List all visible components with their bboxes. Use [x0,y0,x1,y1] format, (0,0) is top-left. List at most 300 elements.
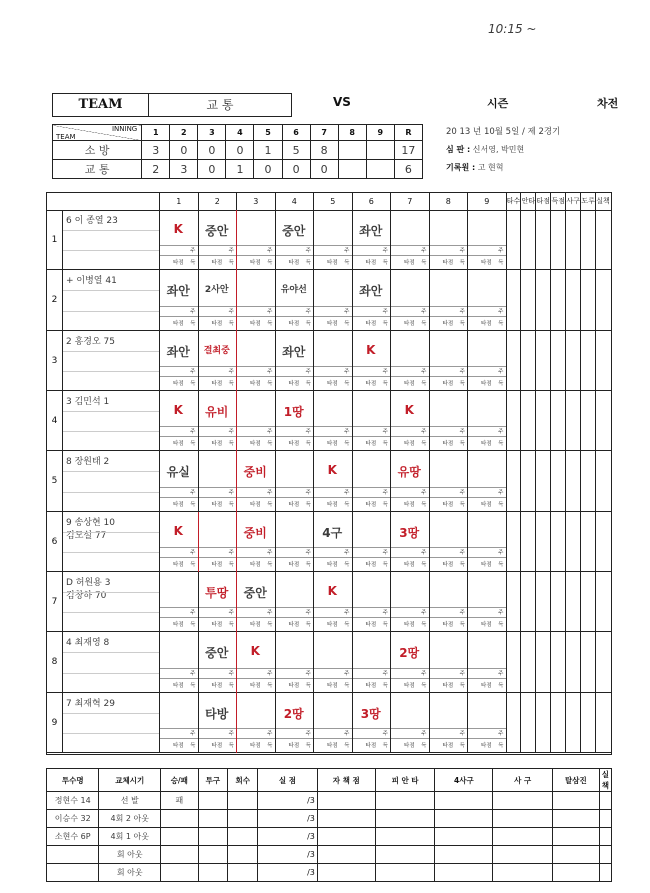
scoresheet-grid [46,192,612,755]
run-label: 주 [267,730,273,737]
pitching-cell [317,792,375,810]
extra-label: 득 [305,561,311,568]
extra-label: 득 [459,441,465,448]
name-line [63,673,159,674]
stat-cell [535,572,550,631]
at-bat-cell [198,210,237,269]
stat-cell [506,632,521,691]
at-bat-cell [236,572,275,631]
inning-change-line [236,210,237,753]
extra-label: 득 [267,380,273,387]
extra-label: 득 [305,320,311,327]
cell-rbi-row [276,436,314,450]
run-label: 주 [228,429,234,436]
cell-rbi-row [314,376,352,390]
stat-cell [506,331,521,390]
pitching-cell [375,864,435,882]
extra-label: 득 [459,742,465,749]
run-label: 주 [228,670,234,677]
run-label: 주 [228,368,234,375]
extra-label: 득 [228,380,234,387]
at-bat-cell [352,391,391,450]
rbi-label: 타점 [365,742,377,749]
cell-rbi-row [468,316,506,330]
at-bat-cell [390,331,429,390]
name-line [63,351,159,352]
play-mark: 3땅 [399,525,420,540]
at-bat-cell [236,632,275,691]
play-mark: 유야선 [280,285,307,296]
run-label: 주 [305,308,311,315]
at-bat-cell [390,270,429,329]
at-bat-cell [390,632,429,691]
at-bat-cell [352,632,391,691]
rbi-label: 타점 [288,742,300,749]
at-bat-cell [236,451,275,510]
pitcher-row [47,846,612,864]
run-label: 주 [421,730,427,737]
rbi-label: 타점 [288,441,300,448]
inning-score: 2 [142,160,170,179]
pitching-cell [553,828,600,846]
extra-label: 득 [498,320,504,327]
pitcher-row [47,864,612,882]
pitcher-timing: 회 아웃 [99,846,161,864]
rbi-label: 타점 [173,622,184,629]
extra-label: 득 [382,742,388,749]
rbi-label: 타점 [173,441,184,448]
stat-cell [550,632,565,691]
at-bat-cell [313,572,352,631]
run-label: 주 [498,549,504,556]
inning-score: 8 [310,141,338,160]
rbi-label: 타점 [365,380,377,387]
cell-rbi-row [237,376,275,390]
grid-inning-header: 2 [198,193,237,210]
cell-rbi-row [391,316,429,330]
score-team-name: 교 통 [53,160,142,179]
rbi-label: 타점 [404,682,415,689]
play-mark: 좌안 [166,344,190,359]
name-line [63,652,159,653]
stat-cell [520,391,535,450]
cell-rbi-row [353,738,391,752]
extra-label: 득 [421,742,427,749]
inning-score: 0 [282,160,310,179]
cell-rbi-row [276,738,314,752]
stat-cell [506,512,521,571]
play-mark: 유비 [205,405,229,420]
pitching-cell [553,846,600,864]
batting-order: 6 [47,512,63,571]
rbi-label: 타점 [481,561,492,568]
cell-rbi-row [468,255,506,269]
stat-cell [520,270,535,329]
pitcher-runs: /3 [258,864,318,882]
stat-cell [550,331,565,390]
cell-rbi-row [353,617,391,631]
cell-rbi-row [237,557,275,571]
extra-label: 득 [305,742,311,749]
run-label: 주 [267,610,273,617]
at-bat-cell [236,331,275,390]
extra-label: 득 [344,380,350,387]
cell-rbi-row [160,316,198,330]
at-bat-cell [390,451,429,510]
extra-label: 득 [190,501,196,508]
rbi-label: 타점 [442,501,454,508]
name-line [63,713,159,714]
at-bat-cell [198,572,237,631]
extra-label: 득 [344,682,350,689]
rbi-label: 타점 [173,380,184,387]
pitching-cell [599,828,611,846]
recorder-name: 고 현혁 [477,163,504,172]
run-label: 주 [459,368,465,375]
run-label: 주 [344,248,350,255]
at-bat-cell [390,572,429,631]
extra-label: 득 [267,742,273,749]
play-mark: 2사안 [204,285,229,296]
pitcher-timing: 선 발 [99,792,161,810]
cell-rbi-row [391,376,429,390]
cell-rbi-row [160,436,198,450]
cell-rbi-row [199,678,237,692]
extra-label: 득 [382,320,388,327]
game-info [446,122,612,184]
cell-rbi-row [199,255,237,269]
stat-cell [535,632,550,691]
cell-rbi-row [276,255,314,269]
extra-label: 득 [498,622,504,629]
extra-label: 득 [190,441,196,448]
pitcher-row [47,792,612,810]
at-bat-cell [198,693,237,752]
run-label: 주 [228,610,234,617]
stat-cell [565,270,580,329]
extra-label: 득 [382,561,388,568]
pitching-header: 실 점 [258,769,318,792]
extra-label: 득 [190,380,196,387]
run-label: 주 [228,248,234,255]
at-bat-cell [275,512,314,571]
inning-score: 1 [254,141,282,160]
extra-label: 득 [190,742,196,749]
play-mark: K [173,222,183,237]
grid-inning-header: 6 [352,193,391,210]
at-bat-cell [429,632,468,691]
at-bat-cell [313,270,352,329]
rbi-label: 타점 [327,501,338,508]
stat-cell [595,572,610,631]
rbi-label: 타점 [327,441,338,448]
name-line [63,532,159,533]
cell-rbi-row [391,678,429,692]
at-bat-cell [429,693,468,752]
cell-rbi-row [353,497,391,511]
cell-rbi-row [430,255,468,269]
extra-label: 득 [228,441,234,448]
batter-name: D 허원용 3 김창하 70 [66,578,111,601]
inning-header-3: 3 [198,125,226,141]
extra-label: 득 [459,682,465,689]
pitching-cell [228,846,258,864]
pitching-header: 회수 [228,769,258,792]
pitcher-runs: /3 [258,828,318,846]
name-line [63,431,159,432]
at-bat-cell [313,391,352,450]
inning-header-7: 7 [310,125,338,141]
at-bat-cell [198,451,237,510]
pitching-header: 투수명 [47,769,99,792]
batting-order: 1 [47,210,63,269]
at-bat-cell [159,270,198,329]
rbi-label: 타점 [365,622,377,629]
name-line [63,471,159,472]
pitching-cell [435,810,493,828]
extra-label: 득 [267,622,273,629]
cell-rbi-row [237,678,275,692]
at-bat-cell [390,512,429,571]
cell-rbi-row [237,255,275,269]
run-label: 주 [344,429,350,436]
stat-cell [520,512,535,571]
inning-score: 5 [282,141,310,160]
run-label: 주 [344,670,350,677]
play-mark: 중비 [243,465,267,480]
team-label: TEAM [53,94,149,116]
rbi-label: 타점 [481,742,492,749]
extra-label: 득 [498,682,504,689]
pitching-header: 투구 [198,769,228,792]
cell-rbi-row [160,376,198,390]
play-mark: 타방 [205,706,229,721]
extra-label: 득 [305,260,311,267]
at-bat-cell [352,210,391,269]
at-bat-cell [159,632,198,691]
run-label: 주 [459,429,465,436]
at-bat-cell [352,451,391,510]
cell-rbi-row [391,436,429,450]
batter-row [47,572,611,632]
rbi-label: 타점 [211,260,223,267]
extra-label: 득 [498,501,504,508]
run-label: 주 [344,489,350,496]
inning-header-1: 1 [142,125,170,141]
extra-label: 득 [421,441,427,448]
cell-rbi-row [160,255,198,269]
name-line [63,612,159,613]
rbi-label: 타점 [327,561,338,568]
rbi-label: 타점 [173,561,184,568]
stat-cell [520,210,535,269]
pitching-cell [317,846,375,864]
at-bat-cell [429,270,468,329]
at-bat-cell [198,512,237,571]
at-bat-cell [159,210,198,269]
grid-inning-header: 3 [236,193,275,210]
name-line [63,733,159,734]
name-line [63,230,159,231]
stat-cell [535,693,550,752]
extra-label: 득 [459,320,465,327]
pitching-cell [599,846,611,864]
run-label: 주 [190,248,196,255]
cell-rbi-row [430,738,468,752]
stat-cell [565,391,580,450]
extra-label: 득 [305,380,311,387]
rbi-label: 타점 [404,501,415,508]
cell-rbi-row [237,738,275,752]
rbi-label: 타점 [481,441,492,448]
grid-inning-header: 8 [429,193,468,210]
at-bat-cell [313,331,352,390]
stat-cell [580,572,595,631]
rbi-label: 타점 [365,260,377,267]
stat-cell [565,572,580,631]
batting-order: 4 [47,391,63,450]
extra-label: 득 [267,561,273,568]
play-mark: K [173,403,183,418]
pitching-header: 피 안 타 [375,769,435,792]
run-label: 주 [498,308,504,315]
pitching-cell [198,792,228,810]
play-mark: K [327,463,337,478]
extra-label: 득 [267,320,273,327]
cell-rbi-row [430,436,468,450]
cell-rbi-row [468,376,506,390]
at-bat-cell [467,572,506,631]
run-label: 주 [267,368,273,375]
cell-rbi-row [468,678,506,692]
extra-label: 득 [228,501,234,508]
extra-label: 득 [228,622,234,629]
at-bat-cell [429,391,468,450]
at-bat-cell [429,572,468,631]
pitching-cell [493,792,553,810]
cell-rbi-row [314,436,352,450]
cell-rbi-row [237,436,275,450]
at-bat-cell [236,512,275,571]
play-mark: K [173,523,183,538]
at-bat-cell [429,210,468,269]
inning-header-5: 5 [254,125,282,141]
run-label: 주 [382,610,388,617]
stat-cell [565,693,580,752]
pitcher-name: 이승수 32 [47,810,99,828]
pitcher-runs: /3 [258,810,318,828]
team-corner-label: TEAM [56,133,76,141]
inning-score [338,141,366,160]
cell-rbi-row [430,376,468,390]
play-mark: K [366,342,376,357]
rbi-label: 타점 [211,501,223,508]
rbi-label: 타점 [173,682,184,689]
at-bat-cell [429,512,468,571]
batter-name: 6 이 종열 23 [66,216,118,226]
stat-cell [520,693,535,752]
rbi-label: 타점 [250,380,261,387]
rbi-label: 타점 [481,622,492,629]
grid-inning-header: 1 [159,193,198,210]
stat-cell [595,270,610,329]
run-label: 주 [190,610,196,617]
pitcher-result [161,810,198,828]
run-label: 주 [382,429,388,436]
at-bat-cell [467,331,506,390]
pitching-cell [228,864,258,882]
rbi-label: 타점 [173,320,184,327]
line-score [52,124,423,179]
play-mark: 결최중 [203,345,230,356]
rbi-label: 타점 [404,380,415,387]
at-bat-cell [236,391,275,450]
umpire-names: 신서영, 박민현 [472,145,525,154]
batter-row [47,331,611,391]
play-mark: 좌안 [359,284,383,299]
umpire-label: 심 판 : [446,145,471,154]
cell-rbi-row [199,617,237,631]
at-bat-cell [467,693,506,752]
header-bar [52,93,292,117]
grid-inning-header: 5 [313,193,352,210]
extra-label: 득 [421,260,427,267]
run-label: 주 [498,610,504,617]
game-date: 20 13 년 10월 5일 / 제 2경기 [446,127,561,137]
score-row [53,160,423,179]
extra-label: 득 [421,682,427,689]
cell-rbi-row [353,255,391,269]
rbi-label: 타점 [365,501,377,508]
cell-rbi-row [468,617,506,631]
rbi-label: 타점 [211,561,223,568]
pitching-cell [599,810,611,828]
at-bat-cell [275,210,314,269]
cell-rbi-row [314,497,352,511]
pitching-cell [493,846,553,864]
pitching-cell [553,792,600,810]
pitcher-result [161,864,198,882]
inning-score: 0 [170,141,198,160]
score-team-name: 소 방 [53,141,142,160]
extra-label: 득 [267,682,273,689]
rbi-label: 타점 [288,380,300,387]
rbi-label: 타점 [250,260,261,267]
at-bat-cell [313,210,352,269]
batter-row [47,451,611,511]
stat-header: 타점 [535,193,550,210]
run-label: 주 [305,429,311,436]
inning-header-9: 9 [366,125,394,141]
score-row [53,141,423,160]
extra-label: 득 [421,561,427,568]
rbi-label: 타점 [327,682,338,689]
run-label: 주 [498,368,504,375]
extra-label: 득 [267,501,273,508]
stat-cell [565,451,580,510]
play-mark: 좌안 [282,344,306,359]
stat-cell [506,210,521,269]
play-mark: 1땅 [283,405,304,420]
stat-cell [506,270,521,329]
stat-cell [550,210,565,269]
cell-rbi-row [160,738,198,752]
pitching-cell [599,864,611,882]
cell-rbi-row [391,497,429,511]
extra-label: 득 [190,260,196,267]
rbi-label: 타점 [442,441,454,448]
pitcher-name [47,846,99,864]
